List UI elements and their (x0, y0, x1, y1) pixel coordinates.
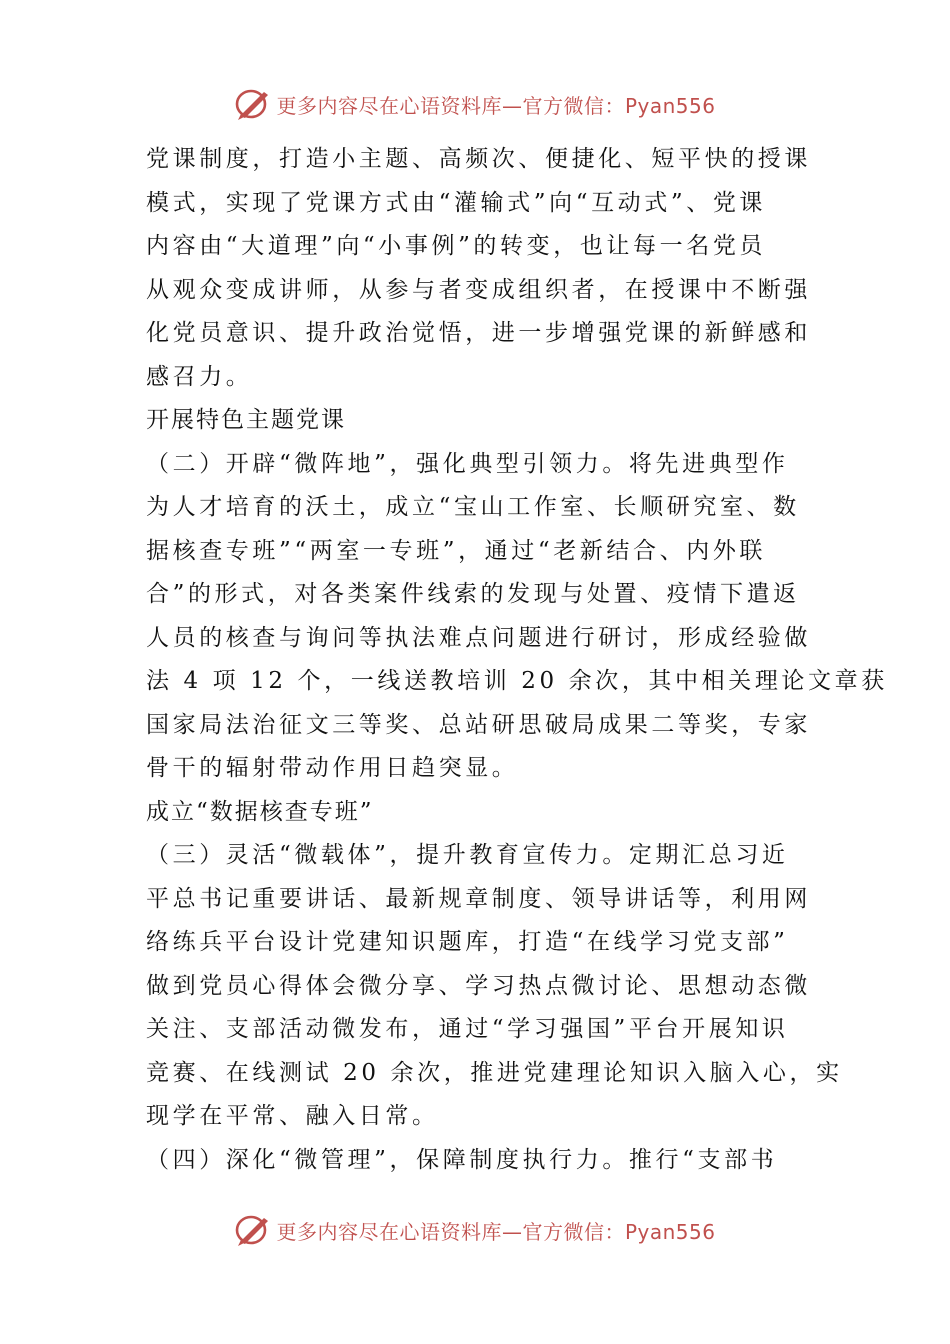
paragraph-line: 为人才培育的沃土，成立“宝山工作室、长顺研究室、数 (146, 494, 800, 520)
pen-circle-logo-icon (234, 1212, 272, 1248)
section-heading: 开展特色主题党课 (146, 407, 346, 433)
paragraph-line: 竞赛、在线测试 20 余次，推进党建理论知识入脑入心，实 (146, 1059, 843, 1086)
paragraph-line: 内容由“大道理”向“小事例”的转变，也让每一名党员 (146, 233, 767, 259)
paragraph-line: （四）深化“微管理”，保障制度执行力。推行“支部书 (146, 1146, 778, 1173)
paragraph-line: 据核查专班”“两室一专班”，通过“老新结合、内外联 (146, 537, 767, 564)
paragraph-line: 现学在平常、融入日常。 (146, 1103, 439, 1129)
paragraph-line: 合”的形式，对各类案件线索的发现与处置、疫情下遣返 (146, 581, 800, 607)
footer-watermark (0, 1210, 950, 1250)
paragraph-line: 法 4 项 12 个，一线送教培训 20 余次，其中相关理论文章获 (146, 668, 888, 694)
footer-watermark-text: 更多内容尽在心语资料库—官方微信：Pyan556 (276, 1219, 716, 1244)
paragraph-line: 人员的核查与询问等执法难点问题进行研讨，形成经验做 (146, 624, 811, 651)
paragraph-line: 党课制度，打造小主题、高频次、便捷化、短平快的授课 (146, 146, 811, 172)
header-watermark-text: 更多内容尽在心语资料库—官方微信：Pyan556 (276, 93, 716, 118)
paragraph-line: 国家局法治征文三等奖、总站研思破局成果二等奖，专家 (146, 711, 811, 738)
paragraph-line: （三）灵活“微载体”，提升教育宣传力。定期汇总习近 (146, 842, 789, 868)
paragraph-line: 做到党员心得体会微分享、学习热点微讨论、思想动态微 (146, 972, 811, 999)
pen-circle-logo-icon (234, 86, 272, 122)
paragraph-line: 关注、支部活动微发布，通过“学习强国”平台开展知识 (146, 1016, 789, 1042)
paragraph-line: 络练兵平台设计党建知识题库，打造“在线学习党支部” (146, 929, 789, 955)
paragraph-line: 感召力。 (146, 363, 253, 390)
section-heading: 成立“数据核查专班” (146, 798, 374, 825)
document-body (146, 138, 888, 1182)
paragraph-line: 骨干的辐射带动作用日趋突显。 (146, 755, 519, 781)
paragraph-line: 从观众变成讲师，从参与者变成组织者，在授课中不断强 (146, 276, 811, 303)
header-watermark (0, 84, 950, 124)
paragraph-line: 平总书记重要讲话、最新规章制度、领导讲话等，利用网 (146, 885, 811, 912)
paragraph-line: （二）开辟“微阵地”，强化典型引领力。将先进典型作 (146, 450, 789, 477)
paragraph-line: 化党员意识、提升政治觉悟，进一步增强党课的新鲜感和 (146, 320, 811, 346)
paragraph-line: 模式，实现了党课方式由“灌输式”向“互动式”、党课 (146, 189, 767, 216)
